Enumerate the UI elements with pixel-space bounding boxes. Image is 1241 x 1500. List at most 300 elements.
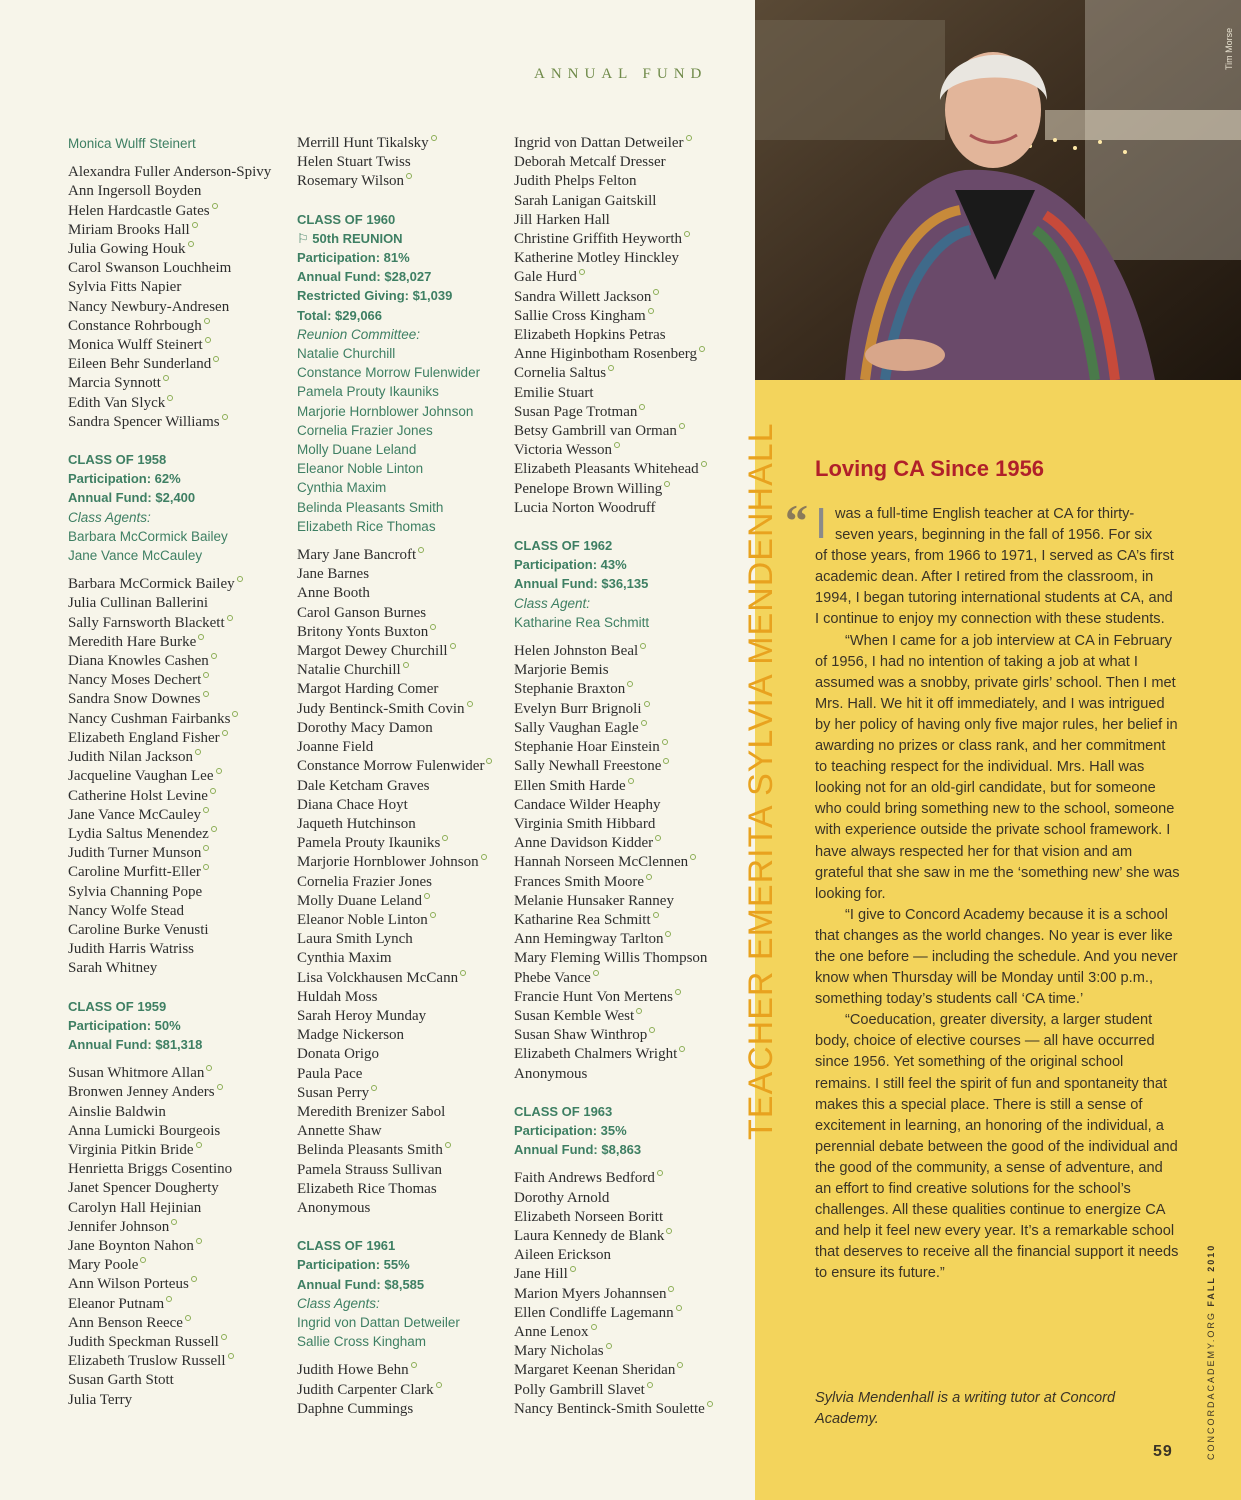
donor-name-text: Carol Ganson Burnes [297,604,427,621]
donor-name [514,1189,739,1208]
donor-name-text: Jill Harken Hall [514,211,610,228]
donor-name [68,748,298,767]
donor-name [297,719,507,738]
donor-name-text: Ellen Condliffe Lagemann [514,1304,674,1321]
donor-name [297,738,507,757]
consecutive-donor-icon [460,970,466,976]
donor-name-text: Judith Phelps Felton [514,173,637,190]
donor-name-text: Ann Ingersoll Boyden [68,183,202,200]
donor-name [68,594,298,613]
consecutive-donor-icon [653,289,659,295]
class-agent-name: Barbara McCormick Bailey [68,528,228,544]
donor-name [68,690,298,709]
consecutive-donor-icon [677,1362,683,1368]
donor-name [297,642,507,661]
donor-list [68,1064,298,1410]
consecutive-donor-icon [675,989,681,995]
consecutive-donor-icon [655,835,661,841]
donor-name [68,652,298,671]
donor-name [297,892,507,911]
donor-name-text: Sandra Spencer Williams [68,413,220,430]
consecutive-donor-icon [371,1085,377,1091]
donor-name-text: Constance Rohrbough [68,317,202,334]
donor-name [514,1007,739,1026]
consecutive-donor-icon [690,854,696,860]
donor-name-text: Carolyn Hall Hejinian [68,1199,202,1216]
donor-name [68,844,298,863]
donor-name-text: Marjorie Hornblower Johnson [297,854,479,871]
committee-member: Molly Duane Leland [297,442,417,458]
donor-name [297,1141,507,1160]
donor-name-text: Helen Johnston Beal [514,643,639,660]
donor-name [297,930,507,949]
donor-name-text: Ingrid von Dattan Detweiler [514,135,684,151]
donor-name [68,575,298,594]
restricted-giving: Restricted Giving: $1,039 [297,288,453,304]
class-heading: CLASS OF 1959 [68,998,167,1014]
donor-name [68,298,298,317]
donor-name-text: Jane Hill [514,1266,568,1283]
consecutive-donor-icon [436,1382,442,1388]
donor-name-text: Dorothy Arnold [514,1189,610,1206]
donor-name [514,326,739,345]
donor-name-text: Stephanie Braxton [514,681,626,698]
donor-name-text: Henrietta Briggs Cosentino [68,1161,233,1178]
donor-name-text: Elizabeth Norseen Boritt [514,1208,664,1225]
donor-name-text: Elizabeth Pleasants Whitehead [514,461,699,478]
consecutive-donor-icon [198,634,204,640]
consecutive-donor-icon [167,395,173,401]
donor-list [514,134,739,518]
donor-name-text: Sally Newhall Freestone [514,758,662,775]
donor-name-text: Madge Nickerson [297,1027,405,1044]
donor-name [68,1352,298,1371]
donor-name [68,729,298,748]
donor-name-text: Jennifer Johnson [68,1218,170,1235]
consecutive-donor-icon [699,346,705,352]
donor-name [514,1169,739,1188]
donor-name-text: Laura Kennedy de Blank [514,1227,665,1244]
consecutive-donor-icon [442,835,448,841]
consecutive-donor-icon [663,758,669,764]
donor-name-text: Eileen Behr Sunderland [68,356,212,373]
consecutive-donor-icon [411,1362,417,1368]
donor-name [514,892,739,911]
donor-name-text: Natalie Churchill [297,662,401,679]
donor-name-text: Penelope Brown Willing [514,480,663,497]
donor-name [514,288,739,307]
class-heading: CLASS OF 1963 [514,1103,613,1119]
donor-name [514,268,739,287]
donor-name-text: Huldah Moss [297,988,378,1005]
consecutive-donor-icon [406,173,412,179]
donor-list [68,575,298,978]
flag-icon: ⚐ [297,230,309,246]
donor-name [514,738,739,757]
donor-name [514,307,739,326]
donor-name-text: Eleanor Putnam [68,1295,165,1312]
donor-name [514,1208,739,1227]
donor-name-text: Catherine Holst Levine [68,787,208,804]
donor-name [514,1026,739,1045]
portrait-photo [755,0,1241,380]
vertical-title: TEACHER EMERITA SYLVIA MENDENHALL [742,422,780,1140]
donor-name-text: Hannah Norseen McClennen [514,854,689,871]
consecutive-donor-icon [232,711,238,717]
donor-name-text: Helen Hardcastle Gates [68,202,210,219]
consecutive-donor-icon [593,970,599,976]
donor-name [68,1064,298,1083]
donor-name-text: Sandra Snow Downes [68,691,201,708]
donor-name [514,911,739,930]
committee-member: Constance Morrow Fulenwider [297,365,481,381]
consecutive-donor-icon [467,701,473,707]
donor-name-text: Judith Howe Behn [297,1362,409,1379]
donor-name-text: Merrill Hunt Tikalsky [297,135,429,151]
consecutive-donor-icon [203,845,209,851]
donor-name-text: Sarah Whitney [68,960,158,977]
donor-name-text: Ellen Smith Harde [514,777,626,794]
consecutive-donor-icon [676,1305,682,1311]
donor-name [68,1160,298,1179]
donor-name [68,1122,298,1141]
donor-name [514,441,739,460]
reunion-committee-label: Reunion Committee: [297,326,421,342]
donor-name-text: Laura Smith Lynch [297,931,413,948]
feature-body [815,499,1180,1284]
donor-name [68,1295,298,1314]
donor-name-text: Susan Perry [297,1084,370,1101]
donor-name-text: Anna Lumicki Bourgeois [68,1122,221,1139]
donor-name-text: Nancy Cushman Fairbanks [68,710,231,727]
donor-name [68,1391,298,1410]
donor-name [514,1400,739,1419]
donor-name [514,1265,739,1284]
participation: Participation: 55% [297,1257,410,1273]
consecutive-donor-icon [140,1257,146,1263]
donor-name-text: Faith Andrews Bedford [514,1170,655,1187]
consecutive-donor-icon [644,701,650,707]
donor-name-text: Elizabeth Hopkins Petras [514,327,666,344]
consecutive-donor-icon [664,481,670,487]
donor-name [297,815,507,834]
donor-list [297,546,507,1218]
donor-name [514,815,739,834]
donor-column-1 [68,134,298,1410]
consecutive-donor-icon [210,788,216,794]
annual-fund: Annual Fund: $8,585 [297,1276,425,1292]
donor-name-text: Edith Van Slyck [68,394,166,411]
consecutive-donor-icon [668,1286,674,1292]
donor-name [514,403,739,422]
donor-name-text: Meredith Brenizer Sabol [297,1103,446,1120]
donor-name-text: Sarah Lanigan Gaitskill [514,192,657,209]
donor-name-text: Lucia Norton Woodruff [514,499,656,516]
donor-name-text: Sally Farnsworth Blackett [68,614,225,631]
feature-title: Loving CA Since 1956 [815,456,1045,481]
consecutive-donor-icon [579,269,585,275]
participation: Participation: 62% [68,471,181,487]
donor-name [297,1180,507,1199]
donor-name [514,480,739,499]
donor-name [68,1275,298,1294]
consecutive-donor-icon [430,624,436,630]
donor-name [68,394,298,413]
consecutive-donor-icon [662,739,668,745]
donor-name-text: Caroline Murfitt-Eller [68,864,201,881]
donor-column-2 [297,134,507,1419]
donor-name-text: Mary Nicholas [514,1343,604,1360]
donor-name-text: Belinda Pleasants Smith [297,1142,443,1159]
donor-name [68,374,298,393]
donor-name [514,192,739,211]
donor-name [514,834,739,853]
page-number: 59 [1153,1443,1173,1460]
donor-name-text: Lydia Saltus Menendez [68,825,209,842]
donor-name [297,1381,507,1400]
consecutive-donor-icon [647,1382,653,1388]
consecutive-donor-icon [206,1065,212,1071]
donor-name-text: Elizabeth Truslow Russell [68,1353,226,1370]
consecutive-donor-icon [211,826,217,832]
first-line: was a full-time English teacher at CA for thirty- [835,506,1135,522]
donor-name-text: Susan Page Trotman [514,403,638,420]
donor-name-text: Miriam Brooks Hall [68,221,190,238]
class-agent-name: Ingrid von Dattan Detweiler [297,1314,460,1330]
paragraph: “Coeducation, greater diversity, a larger student body, choice of elective courses — all have occurred since 1956. Yet something of the original school remains. I still feel the spirit of fun and spontaneity that makes this a special place. There is still a sense of excitement in learning, an honoring of the individual, a perennial debate between the good of the individual and the good of the community, a sense of adventure, and an effort to find creative solutions for the school’s challenges. All these qualities continue to energize CA and help it feel new every year. It’s a remarkable school that deserves to receive all the financial support it needs to ensure its future.” [815,1012,1179,1282]
donor-name [297,1084,507,1103]
second-line: seven years, beginning in the fall of 1956. For six [835,527,1153,544]
donor-name [514,134,739,153]
donor-name [68,317,298,336]
donor-name [297,757,507,776]
donor-name-text: Marcia Synnott [68,375,161,392]
donor-name [297,172,507,191]
class-heading: CLASS OF 1962 [514,538,613,554]
donor-name [68,1199,298,1218]
donor-name-text: Diana Knowles Cashen [68,653,209,670]
donor-name-text: Jane Boynton Nahon [68,1237,194,1254]
donor-name [68,163,298,182]
donor-name [68,202,298,221]
consecutive-donor-icon [227,615,233,621]
donor-name [514,1227,739,1246]
annual-fund: Annual Fund: $28,027 [297,269,432,285]
consecutive-donor-icon [163,375,169,381]
donor-name [297,1026,507,1045]
donor-name [514,1304,739,1323]
consecutive-donor-icon [212,203,218,209]
donor-name-text: Ann Wilson Porteus [68,1276,189,1293]
donor-name-text: Caroline Burke Venusti [68,921,209,938]
committee-member: Natalie Churchill [297,346,396,362]
consecutive-donor-icon [213,356,219,362]
donor-name-text: Jane Vance McCauley [68,806,202,823]
annual-fund: Annual Fund: $8,863 [514,1142,642,1158]
committee-member: Elizabeth Rice Thomas [297,518,436,534]
consecutive-donor-icon [608,365,614,371]
donor-name [68,1333,298,1352]
donor-name-text: Judith Harris Watriss [68,941,195,958]
donor-name-text: Judith Turner Munson [68,845,202,862]
consecutive-donor-icon [195,749,201,755]
donor-name-text: Jacqueline Vaughan Lee [68,768,214,785]
committee-member: Cynthia Maxim [297,480,387,496]
donor-name [297,1103,507,1122]
consecutive-donor-icon [191,1276,197,1282]
paragraph [815,499,1180,631]
donor-name [514,949,739,968]
class-agent-name: Monica Wulff Steinert [68,136,196,151]
donor-name-text: Margaret Keenan Sheridan [514,1362,676,1379]
donor-name-text: Rosemary Wilson [297,173,405,190]
donor-name [297,873,507,892]
consecutive-donor-icon [639,404,645,410]
donor-name [68,614,298,633]
donor-name [68,1218,298,1237]
consecutive-donor-icon [171,1219,177,1225]
donor-name-text: Lisa Volckhausen McCann [297,969,459,986]
donor-name [514,853,739,872]
committee-list [297,344,507,536]
donor-name-text: Nancy Wolfe Stead [68,902,184,919]
committee-member: Eleanor Noble Linton [297,461,424,477]
donor-name [514,499,739,518]
donor-name [514,1285,739,1304]
consecutive-donor-icon [686,135,692,141]
donor-name [514,873,739,892]
donor-name-text: Carol Swanson Louchheim [68,260,232,277]
donor-name-text: Deborah Metcalf Dresser [514,154,666,171]
donor-name [514,988,739,1007]
annual-fund: Annual Fund: $2,400 [68,490,196,506]
donor-name [297,1199,507,1218]
donor-name [514,1246,739,1265]
reunion-label: ⚐ 50th REUNION [297,230,403,246]
donor-name-text: Judith Nilan Jackson [68,749,193,766]
consecutive-donor-icon [228,1353,234,1359]
donor-name [297,661,507,680]
section-header: ANNUAL FUND [534,66,708,82]
donor-name-text: Phebe Vance [514,969,591,986]
donor-name-text: Betsy Gambrill van Orman [514,423,677,440]
consecutive-donor-icon [222,730,228,736]
donor-name [514,700,739,719]
donor-name [297,1122,507,1141]
donor-name [297,1400,507,1419]
participation: Participation: 50% [68,1017,181,1033]
consecutive-donor-icon [486,758,492,764]
donor-name-text: Anonymous [297,1199,371,1216]
donor-name-text: Susan Kemble West [514,1007,635,1024]
donor-name-text: Annette Shaw [297,1123,382,1140]
consecutive-donor-icon [445,1142,451,1148]
donor-name [68,883,298,902]
consecutive-donor-icon [481,854,487,860]
donor-name-text: Gale Hurd [514,269,577,286]
donor-name-text: Aileen Erickson [514,1247,612,1264]
donor-name-text: Anne Lenox [514,1323,589,1340]
donor-name [514,1323,739,1342]
consecutive-donor-icon [185,1315,191,1321]
donor-name-text: Judith Carpenter Clark [297,1381,434,1398]
donor-name [68,902,298,921]
consecutive-donor-icon [614,442,620,448]
consecutive-donor-icon [648,308,654,314]
donor-name [514,719,739,738]
committee-member: Cornelia Frazier Jones [297,422,433,438]
consecutive-donor-icon [653,912,659,918]
donor-list [514,642,739,1084]
donor-name [68,671,298,690]
donor-name-text: Margot Dewey Churchill [297,643,448,660]
consecutive-donor-icon [205,337,211,343]
donor-name [514,777,739,796]
participation: Participation: 43% [514,557,627,573]
donor-name-text: Sally Vaughan Eagle [514,719,639,736]
class-agent-name: Sallie Cross Kingham [297,1334,427,1350]
paragraph: “I give to Concord Academy because it is a school that changes as the world changes. No year is ever like the one before — including the schedule. And you never know when Thursday will be Monday until 3:00 p.m., something today’s students call ‘CA time.’ [815,906,1178,1008]
consecutive-donor-icon [701,461,707,467]
committee-member: Pamela Prouty Ikauniks [297,384,439,400]
donor-name [514,230,739,249]
donor-name [68,1256,298,1275]
donor-name [514,1381,739,1400]
paragraph: “When I came for a job interview at CA in February of 1956, I had no intention of taking a job at what I assumed was a snobby, private girls’ school. Then I met Mrs. Hall. We hit it off immediately, and I was intrigued by her policy of having only five major rules, her belief in awarding no prizes or class rank, and her commitment to teaching respect for the individual. Mrs. Hall was looking not for an old-girl candidate, but for someone who could bring something new to the school, someone with experience outside the private school framework. I have always respected her for that vision and am grateful that she saw in me the ‘something new’ she was looking for. [815,632,1180,902]
donor-name-text: Marjorie Bemis [514,662,609,679]
donor-name [68,413,298,432]
class-heading: CLASS OF 1960 [297,211,396,227]
footer-site: CONCORDACADEMY.ORG FALL 2010 [1206,1243,1216,1460]
donor-column-3 [514,134,739,1419]
donor-name-text: Dorothy Macy Damon [297,719,433,736]
consecutive-donor-icon [646,874,652,880]
donor-name-text: Marion Myers Johannsen [514,1285,667,1302]
donor-name-text: Anne Higinbotham Rosenberg [514,346,698,363]
donor-name [514,172,739,191]
donor-name-text: Paula Pace [297,1065,363,1082]
donor-name [297,604,507,623]
donor-name-text: Judy Bentinck-Smith Covin [297,700,465,717]
donor-name-text: Ann Benson Reece [68,1314,183,1331]
donor-name-text: Jane Barnes [297,566,370,583]
donor-name [68,182,298,201]
donor-name-text: Katharine Rea Schmitt [514,911,651,928]
donor-name-text: Mary Jane Bancroft [297,547,417,564]
consecutive-donor-icon [450,643,456,649]
donor-name-text: Francie Hunt Von Mertens [514,988,674,1005]
donor-name [514,642,739,661]
donor-name [68,1371,298,1390]
consecutive-donor-icon [636,1008,642,1014]
consecutive-donor-icon [640,643,646,649]
consecutive-donor-icon [641,720,647,726]
consecutive-donor-icon [221,1334,227,1340]
photo-credit: Tim Morse [1224,27,1234,70]
consecutive-donor-icon [196,1238,202,1244]
donor-name [68,1314,298,1333]
donor-name-text: Candace Wilder Heaphy [514,796,661,813]
donor-name-text: Sallie Cross Kingham [514,307,646,324]
donor-list [297,1361,507,1419]
donor-name-text: Sylvia Channing Pope [68,883,203,900]
donor-name-text: Barbara McCormick Bailey [68,576,235,593]
donor-name-text: Cynthia Maxim [297,950,392,967]
donor-name [68,1179,298,1198]
donor-name [297,680,507,699]
donor-name-text: Nancy Moses Dechert [68,672,202,689]
donor-name [68,787,298,806]
